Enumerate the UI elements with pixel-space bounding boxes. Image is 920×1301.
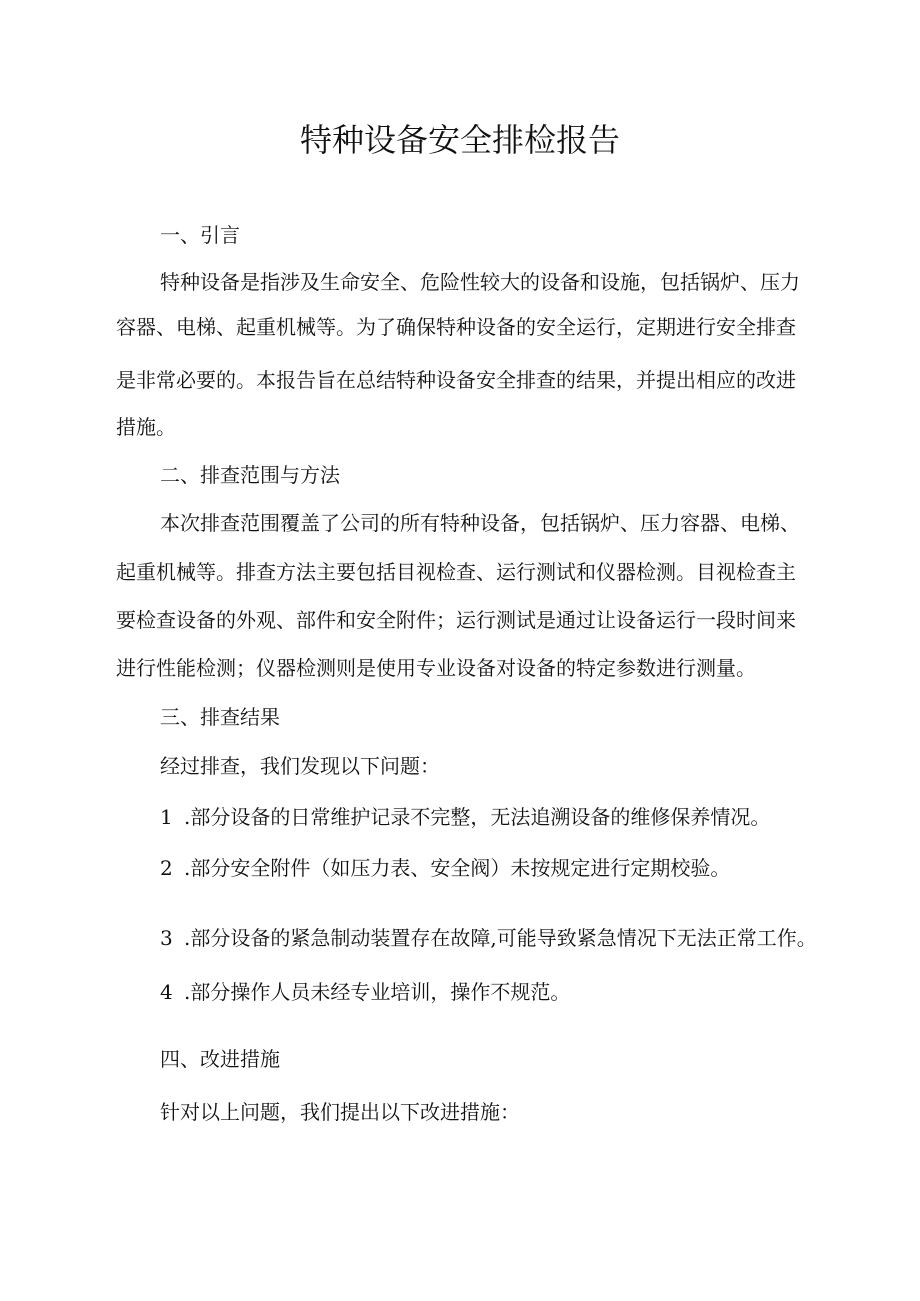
paragraph-line: 特种设备是指涉及生命安全、危险性较大的设备和设施，包括锅炉、压力 <box>160 270 800 294</box>
list-item-text: .部分安全附件（如压力表、安全阀）未按规定进行定期校验。 <box>184 856 731 880</box>
paragraph-line: 要检查设备的外观、部件和安全附件；运行测试是通过让设备运行一段时间来 <box>116 608 796 632</box>
list-item-text: .部分设备的紧急制动装置存在故障,可能导致紧急情况下无法正常工作。 <box>184 926 817 950</box>
improvements-intro: 针对以上问题，我们提出以下改进措施： <box>160 1100 520 1124</box>
list-item <box>160 803 770 831</box>
list-item-number: 3 <box>160 926 173 950</box>
list-item <box>160 978 570 1006</box>
paragraph-line: 本次排查范围覆盖了公司的所有特种设备，包括锅炉、压力容器、电梯、 <box>160 511 800 535</box>
section-heading-introduction: 一、引言 <box>160 223 240 247</box>
document-title: 特种设备安全排检报告 <box>299 121 620 159</box>
paragraph-line: 是非常必要的。本报告旨在总结特种设备安全排查的结果，并提出相应的改进 <box>116 368 796 392</box>
paragraph-line: 容器、电梯、起重机械等。为了确保特种设备的安全运行，定期进行安全排查 <box>116 315 796 339</box>
list-item-number: 1 <box>160 805 173 829</box>
results-intro: 经过排查，我们发现以下问题： <box>160 754 440 778</box>
paragraph-line: 起重机械等。排查方法主要包括目视检查、运行测试和仪器检测。目视检查主 <box>116 560 796 584</box>
section-heading-results: 三、排查结果 <box>160 705 280 729</box>
list-item <box>160 854 730 882</box>
list-item-number: 4 <box>160 980 173 1004</box>
list-item-text: .部分操作人员未经专业培训，操作不规范。 <box>184 980 571 1004</box>
list-item-text: .部分设备的日常维护记录不完整，无法追溯设备的维修保养情况。 <box>184 805 771 829</box>
section-heading-improvements: 四、改进措施 <box>160 1047 280 1071</box>
paragraph-line: 措施。 <box>116 415 176 439</box>
list-item <box>160 924 817 952</box>
section-heading-scope-method: 二、排查范围与方法 <box>160 463 340 487</box>
paragraph-line: 进行性能检测；仪器检测则是使用专业设备对设备的特定参数进行测量。 <box>116 656 756 680</box>
list-item-number: 2 <box>160 856 173 880</box>
